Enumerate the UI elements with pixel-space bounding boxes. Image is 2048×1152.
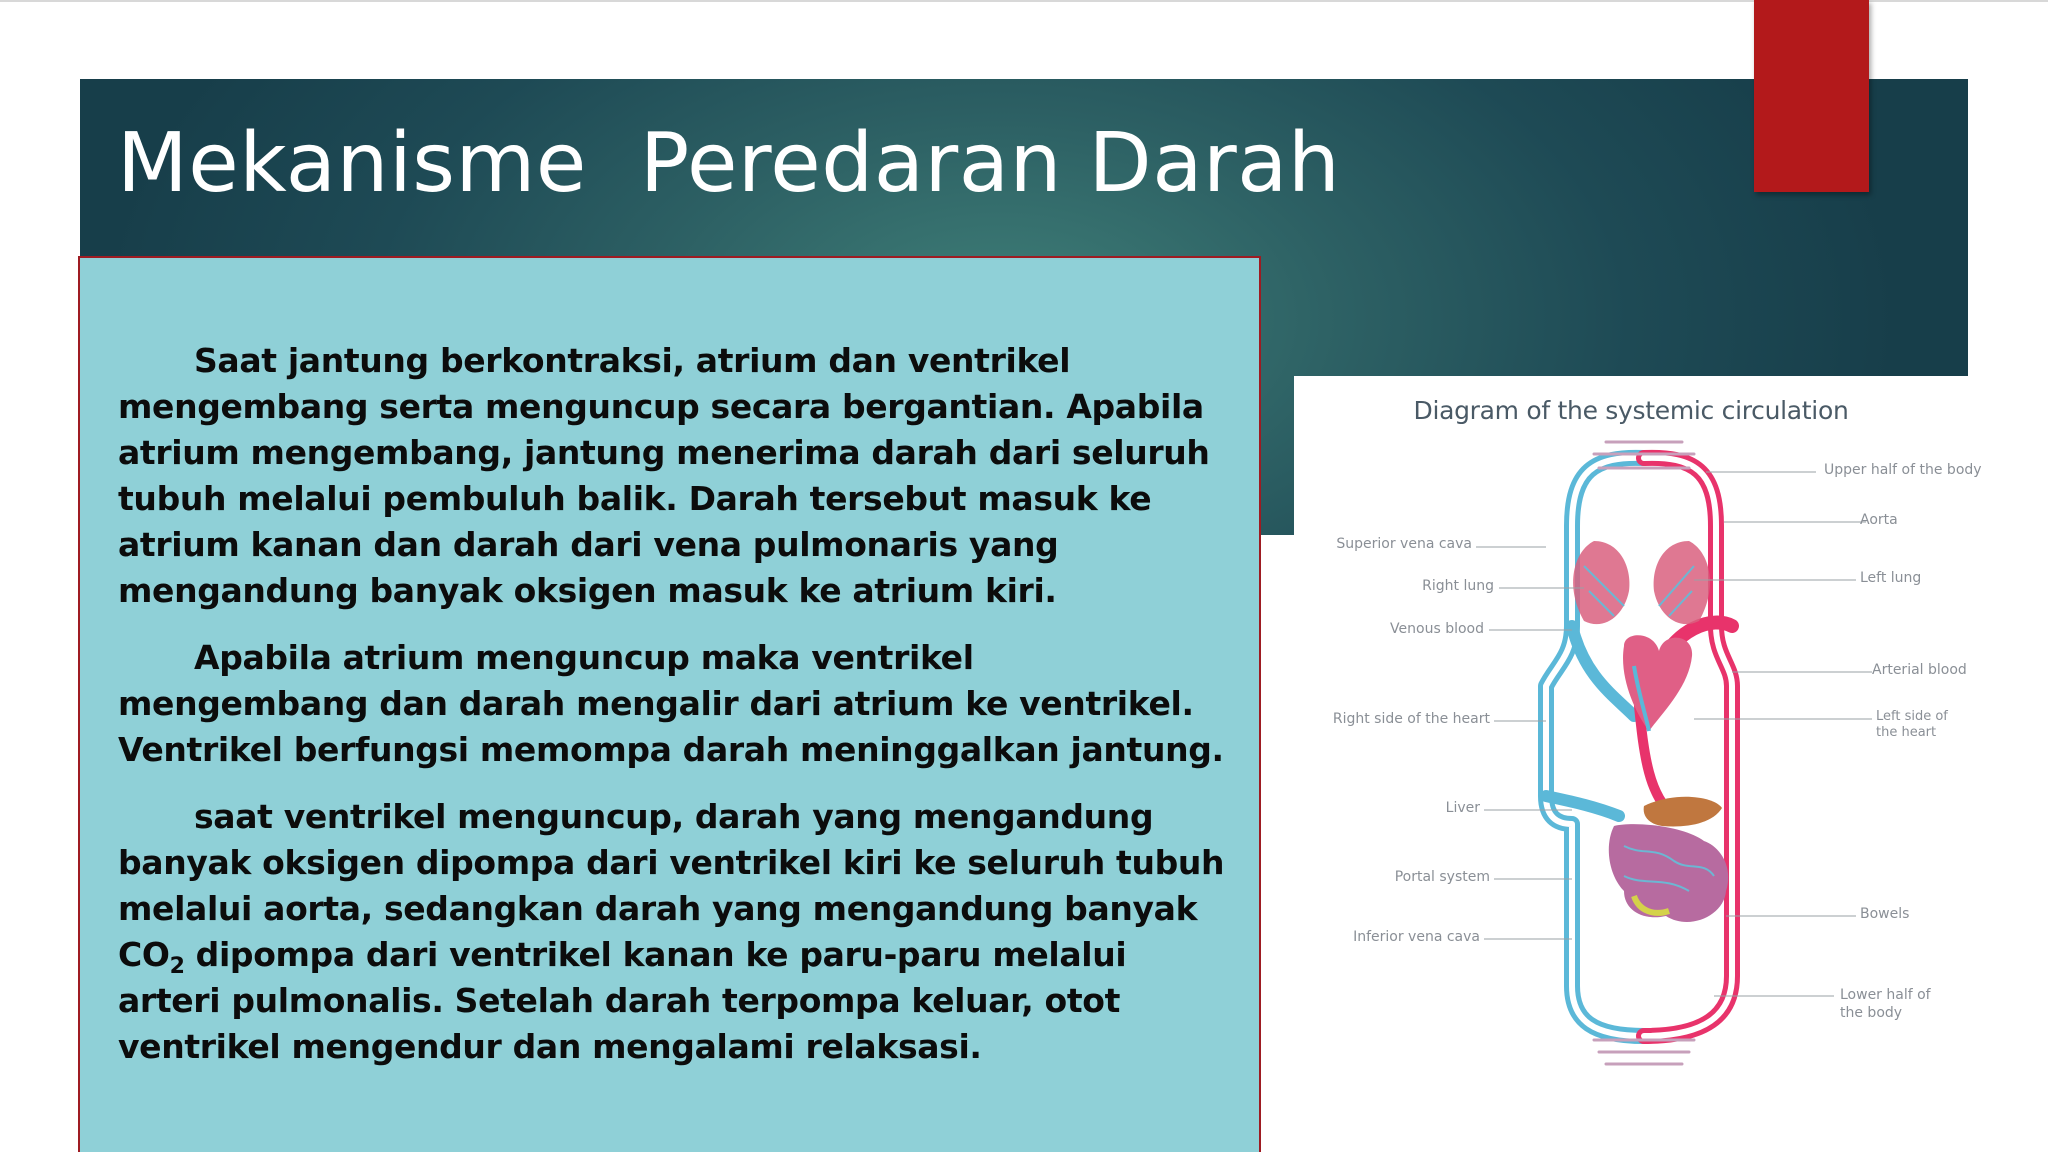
slide-title: Mekanisme Peredaran Darah xyxy=(117,116,1341,211)
label-upper-half-body: Upper half of the body xyxy=(1824,462,1982,478)
label-left-side-heart: Left side of the heart xyxy=(1876,709,1948,740)
label-portal-system: Portal system xyxy=(1394,869,1490,885)
label-venous-blood: Venous blood xyxy=(1390,621,1484,637)
circulation-illustration xyxy=(1294,376,1968,1152)
diagram-title: Diagram of the systemic circulation xyxy=(1413,396,1849,425)
top-rule xyxy=(0,0,2048,2)
paragraph-3-part-1: saat ventrikel menguncup, darah yang mengandung banyak oksigen dipompa dari ventrikel kiri ke seluruh tubuh melalui aorta, sedangkan darah yang mengandung banyak CO xyxy=(118,797,1225,974)
paragraph-3-part-2: dipompa dari ventrikel kanan ke paru-paru melalui arteri pulmonalis. Setelah darah terpompa keluar, otot ventrikel mengendur dan mengalami relaksasi. xyxy=(118,935,1127,1066)
label-aorta: Aorta xyxy=(1860,512,1898,528)
label-right-lung: Right lung xyxy=(1422,578,1494,594)
label-arterial-blood: Arterial blood xyxy=(1872,662,1967,678)
label-liver: Liver xyxy=(1445,800,1480,816)
paragraph-1: Saat jantung berkontraksi, atrium dan ventrikel mengembang serta menguncup secara bergantian. Apabila atrium mengembang, jantung menerima darah dari seluruh tubuh melalui pembuluh balik. Darah tersebut masuk ke atrium kanan dan darah dari vena pulmonaris yang mengandung banyak oksigen masuk ke atrium kiri. xyxy=(118,341,1210,610)
paragraph-2: Apabila atrium menguncup maka ventrikel mengembang dan darah mengalir dari atrium ke ventrikel. Ventrikel berfungsi memompa darah meninggalkan jantung. xyxy=(118,638,1224,769)
label-lower-half-body: Lower half of the body xyxy=(1840,987,1931,1021)
accent-tab xyxy=(1754,0,1869,192)
label-right-side-heart: Right side of the heart xyxy=(1332,711,1490,727)
co2-subscript: 2 xyxy=(169,954,185,979)
label-superior-vena-cava: Superior vena cava xyxy=(1336,536,1472,552)
label-left-lung: Left lung xyxy=(1860,570,1922,586)
left-lung-shape xyxy=(1654,541,1710,624)
paragraph-3 xyxy=(118,794,1229,1070)
circulation-diagram xyxy=(1294,376,1982,1152)
text-box xyxy=(78,256,1261,1152)
label-bowels: Bowels xyxy=(1860,906,1910,922)
label-inferior-vena-cava: Inferior vena cava xyxy=(1353,929,1480,945)
